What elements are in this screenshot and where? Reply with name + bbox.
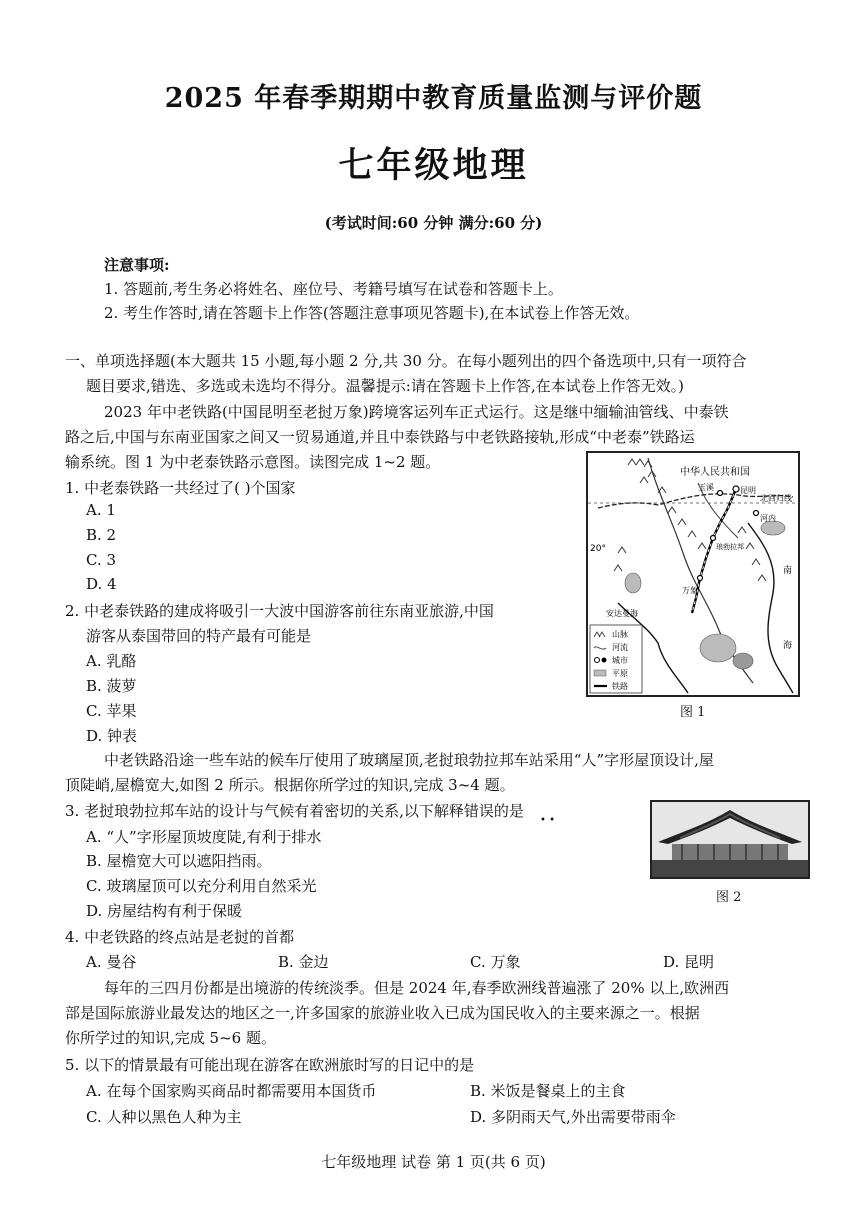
plain-area — [733, 653, 753, 669]
coastline — [748, 523, 793, 693]
passage-line: 中老铁路沿途一些车站的候车厅使用了玻璃屋顶,老挝琅勃拉邦车站采用“人”字形屋顶设计,屋 — [104, 751, 714, 769]
passage-line: 2023 年中老铁路(中国昆明至老挝万象)跨境客运列车正式运行。这是继中缅输油管线、中泰铁 — [104, 403, 729, 421]
exam-info: (考试时间:60 分钟 满分:60 分) — [324, 214, 543, 232]
plain-area — [761, 521, 785, 535]
city-yuxi — [718, 491, 723, 496]
figure-1-caption: 图 1 — [680, 705, 706, 720]
city-vientiane — [698, 576, 703, 581]
question-4-stem: 4. 中老铁路的终点站是老挝的首都 — [65, 928, 295, 946]
passage-line: 顶陡峭,屋檐宽大,如图 2 所示。根据你所学过的知识,完成 3~4 题。 — [65, 776, 515, 794]
q2-option-b: B. 菠萝 — [86, 677, 137, 695]
q2-option-a: A. 乳酪 — [86, 652, 137, 670]
label-country: 中华人民共和国 — [680, 467, 750, 478]
map-legend — [590, 625, 642, 693]
q4-option-c: C. 万象 — [470, 953, 521, 971]
page-footer: 七年级地理 试卷 第 1 页(共 6 页) — [321, 1153, 546, 1171]
legend-plain-icon — [594, 670, 606, 676]
passage-line: 部是国际旅游业最发达的地区之一,许多国家的旅游业收入已成为国民收入的主要来源之一。根据 — [65, 1004, 700, 1022]
subject-title: 七年级地理 — [338, 145, 529, 186]
label-luang: 琅勃拉邦 — [716, 543, 744, 551]
question-3-stem: 3. 老挝琅勃拉邦车站的设计与气候有着密切的关系,以下解释错误的是 — [65, 802, 524, 820]
legend-label: 河流 — [612, 643, 628, 652]
q2-option-d: D. 钟表 — [86, 727, 138, 745]
passage-line: 路之后,中国与东南亚国家之间又一贸易通道,并且中泰铁路与中老铁路接轨,形成“中老泰”铁路运 — [65, 428, 695, 446]
station-building-image — [652, 802, 808, 877]
q2-option-c: C. 苹果 — [86, 702, 137, 720]
legend-label: 铁路 — [612, 682, 628, 691]
emphasis-dots: • • — [540, 815, 555, 826]
legend-label: 山脉 — [612, 630, 628, 639]
label-sea: 海 — [783, 641, 793, 651]
q1-option-c: C. 3 — [86, 551, 117, 569]
label-20deg: 20° — [590, 544, 606, 554]
q4-option-b: B. 金边 — [278, 953, 329, 971]
question-5-stem: 5. 以下的情景最有可能出现在游客在欧洲旅时写的日记中的是 — [65, 1056, 475, 1074]
label-hanoi: 河内 — [760, 514, 776, 523]
q4-option-d: D. 昆明 — [663, 953, 715, 971]
q5-option-a: A. 在每个国家购买商品时都需要用本国货币 — [86, 1082, 377, 1100]
figure-2-caption: 图 2 — [716, 890, 742, 905]
label-tropic: 北回归线 — [760, 494, 792, 503]
q1-option-a: A. 1 — [86, 501, 116, 519]
legend-city-icon — [602, 658, 607, 663]
plain-area — [625, 573, 641, 593]
legend-city-icon — [595, 658, 600, 663]
q4-option-a: A. 曼谷 — [86, 953, 137, 971]
plain-area — [700, 634, 736, 662]
passage-line: 你所学过的知识,完成 5~6 题。 — [65, 1029, 276, 1047]
label-kunming: 昆明 — [740, 486, 756, 495]
legend-label: 平原 — [612, 669, 628, 678]
figure-2-photo — [650, 800, 810, 879]
note-item: 2. 考生作答时,请在答题卡上作答(答题注意事项见答题卡),在本试卷上作答无效。 — [104, 304, 640, 322]
label-vientiane: 万象 — [682, 586, 698, 595]
mountain-symbols — [614, 459, 766, 588]
railway-map — [588, 453, 798, 695]
figure-1-map — [586, 451, 800, 697]
q3-option-a: A. “人”字形屋顶坡度陡,有利于排水 — [86, 828, 322, 846]
passage-line: 输系统。图 1 为中老泰铁路示意图。读图完成 1~2 题。 — [65, 453, 441, 471]
question-2-stem: 2. 中老泰铁路的建成将吸引一大波中国游客前往东南亚旅游,中国 — [65, 602, 494, 620]
legend-label: 城市 — [612, 656, 628, 665]
label-south: 南 — [783, 566, 793, 576]
q3-option-d: D. 房屋结构有利于保暖 — [86, 902, 243, 920]
city-kunming — [733, 486, 739, 492]
exam-title: 2025 年春季期期中教育质量监测与评价题 — [164, 83, 703, 114]
passage-line: 每年的三四月份都是出境游的传统淡季。但是 2024 年,春季欧洲线普遍涨了 20% 以上,欧洲西 — [104, 979, 730, 997]
city-luang — [711, 536, 716, 541]
label-yuxi: 玉溪 — [698, 483, 714, 492]
q1-option-b: B. 2 — [86, 526, 117, 544]
question-2-stem-cont: 游客从泰国带回的特产最有可能是 — [86, 627, 312, 645]
label-andaman: 安达曼海 — [606, 609, 638, 618]
q5-option-d: D. 多阴雨天气,外出需要带雨伞 — [470, 1108, 676, 1126]
q1-option-d: D. 4 — [86, 575, 117, 593]
section-heading: 一、单项选择题(本大题共 15 小题,每小题 2 分,共 30 分。在每小题列出的四个备选项中,只有一项符合 — [65, 352, 747, 370]
railway-line — [692, 489, 736, 613]
note-item: 1. 答题前,考生务必将姓名、座位号、考籍号填写在试卷和答题卡上。 — [104, 280, 563, 298]
q5-option-c: C. 人种以黑色人种为主 — [86, 1108, 242, 1126]
q3-option-b: B. 屋檐宽大可以遮阳挡雨。 — [86, 852, 272, 870]
question-1-stem: 1. 中老泰铁路一共经过了( )个国家 — [65, 479, 296, 497]
section-heading-cont: 题目要求,错选、多选或未选均不得分。温馨提示:请在答题卡上作答,在本试卷上作答无效。) — [86, 377, 684, 395]
q3-option-c: C. 玻璃屋顶可以充分利用自然采光 — [86, 877, 317, 895]
q5-option-b: B. 米饭是餐桌上的主食 — [470, 1082, 626, 1100]
city-hanoi — [754, 511, 759, 516]
notes-heading: 注意事项: — [104, 256, 170, 274]
